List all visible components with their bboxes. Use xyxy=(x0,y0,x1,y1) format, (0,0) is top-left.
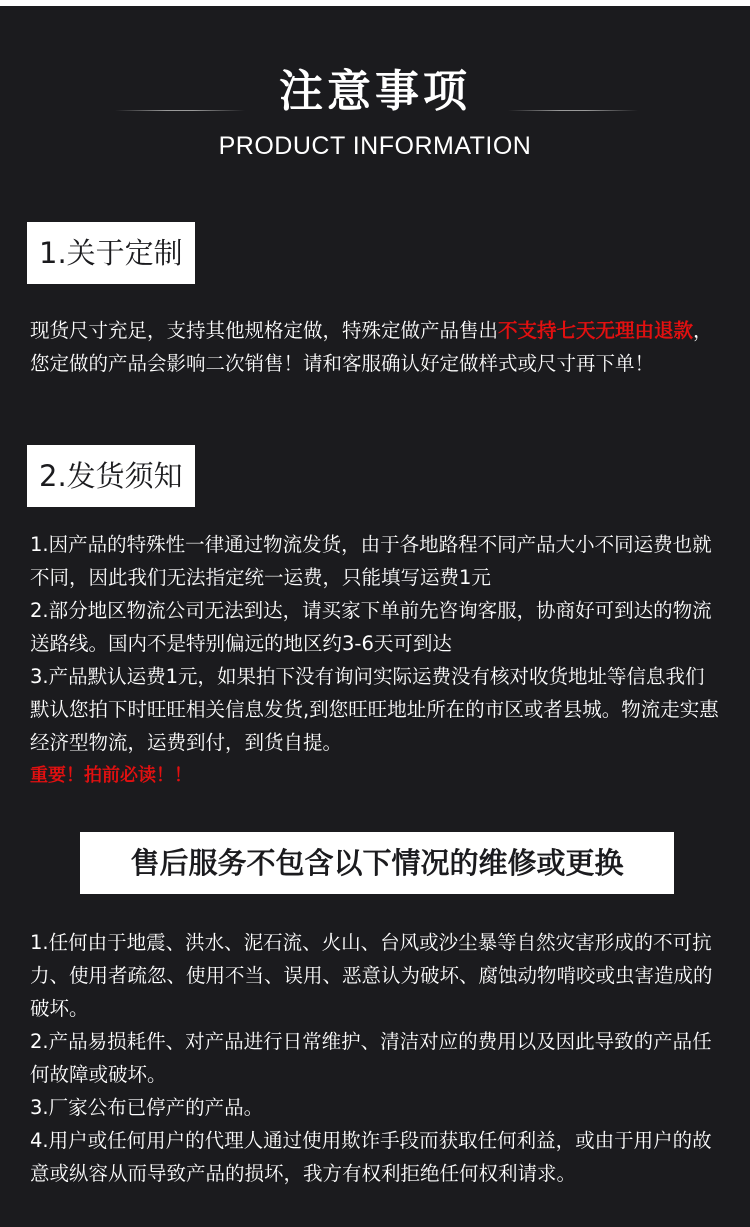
page-subtitle: PRODUCT INFORMATION xyxy=(218,132,532,160)
custom-notice xyxy=(30,314,722,380)
custom-text-b: ，您定做的产品会影响二次销售！请和客服确认好定做样式或尺寸再下单！ xyxy=(30,319,713,375)
after-sales-title: 售后服务不包含以下情况的维修或更换 xyxy=(80,832,674,894)
after-sales-list xyxy=(30,926,722,1190)
shipping-item: 1.因产品的特殊性一律通过物流发货，由于各地路程不同产品大小不同运费也就不同，因此我们无法指定统一运费，只能填写运费1元 xyxy=(30,533,712,589)
after-sales-item: 1.任何由于地震、洪水、泥石流、火山、台风或沙尘暴等自然灾害形成的不可抗力、使用者疏忽、使用不当、误用、恶意认为破坏、腐蚀动物啃咬或虫害造成的破坏。 xyxy=(30,931,713,1020)
after-sales-item: 2.产品易损耗件、对产品进行日常维护、清洁对应的费用以及因此导致的产品任何故障或破坏。 xyxy=(30,1030,712,1086)
shipping-item: 2.部分地区物流公司无法到达，请买家下单前先咨询客服，协商好可到达的物流送路线。国内不是特别偏远的地区约3-6天可到达 xyxy=(30,599,712,655)
page-header xyxy=(0,60,750,161)
important-warning: 重要！拍前必读！！ xyxy=(30,765,192,786)
top-border xyxy=(0,0,750,6)
after-sales-item: 4.用户或任何用户的代理人通过使用欺诈手段而获取任何利益，或由于用户的故意或纵容从而导致产品的损坏，我方有权利拒绝任何权利请求。 xyxy=(30,1129,712,1185)
page-title: 注意事项 xyxy=(279,66,471,117)
shipping-item: 3.产品默认运费1元，如果拍下没有询问实际运费没有核对收货地址等信息我们默认您拍下时旺旺相关信息发货,到您旺旺地址所在的市区或者县城。物流走实惠经济型物流，运费到付，到货自提。 xyxy=(30,665,719,754)
section-label-custom: 1.关于定制 xyxy=(27,222,195,284)
no-return-warning: 不支持七天无理由退款 xyxy=(498,319,694,342)
after-sales-item: 3.厂家公布已停产的产品。 xyxy=(30,1096,264,1119)
shipping-list xyxy=(30,528,722,792)
section-label-shipping: 2.发货须知 xyxy=(27,445,195,507)
custom-text-a: 现货尺寸充足，支持其他规格定做，特殊定做产品售出 xyxy=(30,319,499,342)
